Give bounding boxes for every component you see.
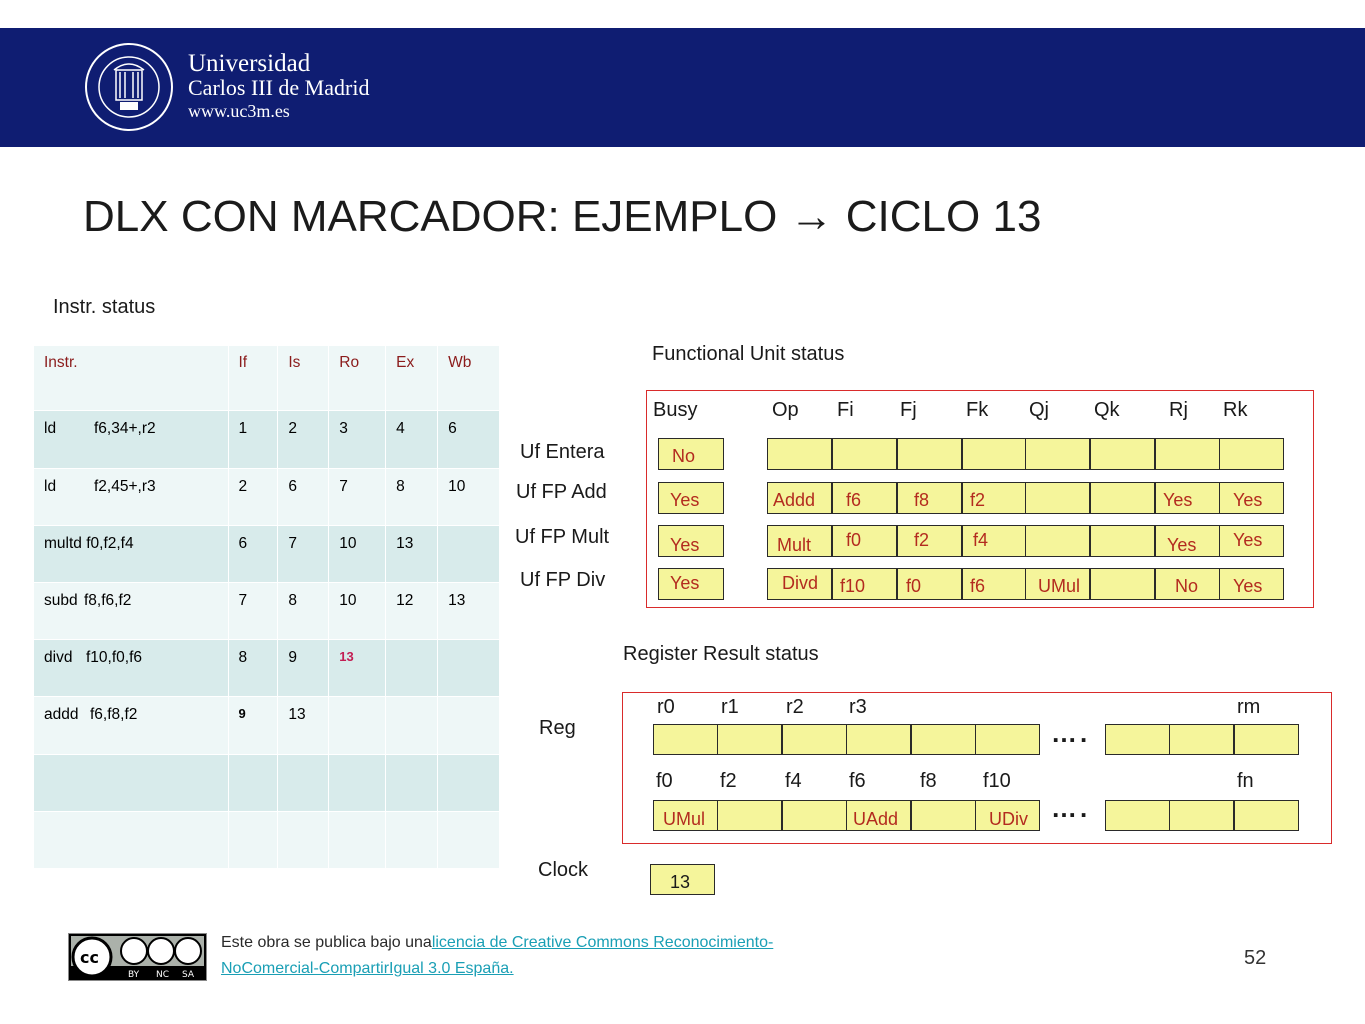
if-cell: 9: [228, 697, 278, 754]
fu-field-cell: [1025, 482, 1090, 514]
is-cell: 2: [278, 411, 329, 468]
instr-args: f6,f8,f2: [90, 706, 138, 724]
clock-value: 13: [670, 872, 691, 892]
col-header-qj: Qj: [1029, 399, 1049, 421]
instr-cell: [34, 411, 229, 468]
register-cell: [846, 724, 911, 755]
ro-cell: 10: [329, 525, 386, 582]
fu-field-cell: [832, 438, 897, 470]
if-cell: 8: [228, 640, 278, 697]
fu-rk-value: Yes: [1233, 576, 1263, 596]
register-cell: [717, 800, 782, 831]
fp-reg-value-f6: UAdd: [853, 809, 899, 829]
is-cell: 13: [278, 697, 329, 754]
if-cell: 7: [228, 582, 278, 639]
wb-cell: [438, 640, 500, 697]
register-cell: [717, 724, 782, 755]
fp-reg-value-f10: UDiv: [989, 809, 1028, 829]
fp-reg-header: f4: [785, 770, 802, 792]
fu-field-cell: [1155, 438, 1220, 470]
register-result-label: Register Result status: [623, 643, 819, 665]
table-row: [34, 468, 500, 525]
fu-field-cell: [897, 525, 962, 557]
fu-field-cell: [832, 525, 897, 557]
cc-nc-text: NC: [156, 970, 170, 980]
fp-reg-header: f8: [920, 770, 937, 792]
instr-cell: [34, 468, 229, 525]
ex-cell: 4: [386, 411, 438, 468]
fu-row-label: Uf FP Div: [520, 569, 606, 591]
col-header-busy: Busy: [653, 399, 698, 421]
instr-args: f10,f0,f6: [86, 649, 143, 667]
fu-fi-value: f6: [846, 490, 862, 510]
instr-cell: [34, 640, 229, 697]
ro-cell: 7: [329, 468, 386, 525]
ex-cell: [386, 640, 438, 697]
fp-reg-value-f0: UMul: [663, 809, 706, 829]
fu-field-cell: [1025, 438, 1090, 470]
fu-fk-value: f4: [973, 530, 989, 550]
header-cell: Ro: [329, 346, 386, 411]
fu-field-cell: [962, 438, 1027, 470]
col-header-qk: Qk: [1094, 399, 1120, 421]
register-cell: [975, 724, 1040, 755]
instr-op: subd: [44, 591, 78, 609]
ex-cell: 13: [386, 525, 438, 582]
instr-op: divd: [44, 649, 73, 667]
wb-cell: 13: [438, 582, 500, 639]
wb-cell: 6: [438, 411, 500, 468]
int-reg-header: r3: [849, 696, 867, 718]
instr-args: f6,34+,r2: [94, 420, 156, 438]
header-cell: If: [228, 346, 278, 411]
svg-text:cc: cc: [80, 948, 99, 967]
fu-busy-value: Yes: [670, 490, 700, 510]
fp-reg-header: f10: [983, 770, 1011, 792]
is-cell: 9: [278, 640, 329, 697]
fu-rk-value: Yes: [1233, 530, 1263, 550]
register-cell: [911, 800, 976, 831]
instr-args: f8,f6,f2: [84, 591, 132, 609]
fu-field-cell: [1090, 438, 1155, 470]
register-cell: [782, 800, 847, 831]
instruction-status-table: [33, 345, 500, 869]
license-text: Este obra se publica bajo una: [221, 934, 432, 951]
creative-commons-badge-icon: [68, 933, 207, 981]
table-row: [34, 411, 500, 468]
instr-op: multd: [44, 534, 82, 552]
col-header-rk: Rk: [1223, 399, 1248, 421]
register-cell: [1105, 724, 1170, 755]
fu-fi-value: f10: [840, 576, 866, 596]
int-reg-header: rm: [1237, 696, 1261, 718]
table-row: [34, 811, 500, 868]
wb-cell: [438, 525, 500, 582]
table-row: [34, 525, 500, 582]
wb-cell: [438, 697, 500, 754]
instr-args: f2,45+,r3: [94, 477, 156, 495]
if-cell: 2: [228, 468, 278, 525]
fu-op-value: Addd: [773, 490, 816, 510]
fu-op-value: Mult: [777, 535, 812, 555]
instr-args: f0,f2,f4: [86, 534, 134, 552]
fu-rj-value: Yes: [1167, 535, 1197, 555]
col-header-fk: Fk: [966, 399, 989, 421]
fu-rj-value: Yes: [1163, 490, 1193, 510]
fu-fj-value: f8: [914, 490, 930, 510]
int-reg-ellipsis: ….: [1051, 718, 1091, 748]
is-cell: 8: [278, 582, 329, 639]
header-cell: Wb: [438, 346, 500, 411]
page-number: 52: [1244, 947, 1267, 969]
fu-rk-value: Yes: [1233, 490, 1263, 510]
fu-busy-value: Yes: [670, 573, 700, 593]
instr-op: ld: [44, 420, 57, 438]
fu-busy-value: Yes: [670, 535, 700, 555]
col-header-fj: Fj: [900, 399, 917, 421]
table-row: [34, 754, 500, 811]
header-cell: Ex: [386, 346, 438, 411]
fu-field-cell: [897, 482, 962, 514]
fp-reg-header: f2: [720, 770, 737, 792]
ex-cell: 8: [386, 468, 438, 525]
if-cell: 6: [228, 525, 278, 582]
slide-title: DLX CON MARCADOR: EJEMPLO → CICLO 13: [83, 192, 1042, 241]
university-name-line1: Universidad: [188, 50, 311, 77]
university-name-line2: Carlos III de Madrid: [188, 75, 370, 100]
fu-status-label: Functional Unit status: [652, 343, 845, 365]
fu-field-cell: [1090, 482, 1155, 514]
fu-field-cell: [767, 438, 832, 470]
fu-fi-value: f0: [846, 530, 862, 550]
license-link-line2[interactable]: NoComercial-CompartirIgual 3.0 España.: [221, 960, 514, 977]
ro-cell: 13: [329, 640, 386, 697]
int-reg-header: r2: [786, 696, 804, 718]
license-link[interactable]: licencia de Creative Commons Reconocimiento-: [431, 934, 774, 951]
col-header-op: Op: [772, 399, 799, 421]
instr-status-label: Instr. status: [53, 296, 156, 318]
table-row: [34, 640, 500, 697]
register-cell: [1105, 800, 1170, 831]
fu-op-value: Divd: [782, 573, 819, 593]
register-cell: [782, 724, 847, 755]
fp-reg-header: f0: [656, 770, 673, 792]
instr-cell: [34, 582, 229, 639]
fp-reg-ellipsis: ….: [1051, 793, 1091, 823]
int-reg-header: r1: [721, 696, 739, 718]
register-cell: [1169, 800, 1234, 831]
fu-field-cell: [1090, 525, 1155, 557]
cc-by-text: BY: [128, 970, 140, 980]
fu-busy-value: No: [672, 446, 696, 466]
fu-field-cell: [1025, 525, 1090, 557]
instr-cell: [34, 697, 229, 754]
ex-cell: [386, 697, 438, 754]
wb-cell: 10: [438, 468, 500, 525]
register-cell: [1169, 724, 1234, 755]
license-notice: [221, 930, 773, 982]
is-cell: 7: [278, 525, 329, 582]
col-header-rj: Rj: [1169, 399, 1188, 421]
ro-cell: [329, 697, 386, 754]
fu-fk-value: f2: [970, 490, 986, 510]
col-header-fi: Fi: [837, 399, 854, 421]
instr-op: addd: [44, 706, 79, 724]
int-reg-header: r0: [657, 696, 675, 718]
fp-reg-header: fn: [1237, 770, 1254, 792]
instr-op: ld: [44, 477, 57, 495]
register-cell: [653, 724, 718, 755]
is-cell: 6: [278, 468, 329, 525]
register-cell: [1234, 800, 1299, 831]
table-header-row: [34, 346, 500, 411]
fu-rj-value: No: [1175, 576, 1199, 596]
register-cell: [911, 724, 976, 755]
fu-row-label: Uf FP Add: [516, 481, 607, 503]
fu-field-cell: [962, 525, 1027, 557]
header-cell: Instr.: [34, 346, 229, 411]
fu-field-cell: [832, 482, 897, 514]
university-website: www.uc3m.es: [188, 101, 290, 121]
fu-field-cell: [897, 438, 962, 470]
header-divider: [575, 145, 1365, 147]
university-seal-icon: [84, 42, 174, 132]
register-cell: [1234, 724, 1299, 755]
if-cell: 1: [228, 411, 278, 468]
instr-cell: [34, 525, 229, 582]
fu-fj-value: f0: [906, 576, 922, 596]
fu-row-label: Uf Entera: [520, 441, 605, 463]
header-cell: Is: [278, 346, 329, 411]
fu-fj-value: f2: [914, 530, 930, 550]
ex-cell: 12: [386, 582, 438, 639]
ro-cell: 3: [329, 411, 386, 468]
fu-row-label: Uf FP Mult: [515, 526, 610, 548]
ro-cell: 10: [329, 582, 386, 639]
table-row: [34, 697, 500, 754]
fu-qj-value: UMul: [1038, 576, 1081, 596]
fu-field-cell: [1219, 438, 1284, 470]
cc-sa-text: SA: [182, 970, 195, 980]
reg-label: Reg: [539, 717, 576, 739]
clock-label: Clock: [538, 859, 589, 881]
fu-fk-value: f6: [970, 576, 986, 596]
fp-reg-header: f6: [849, 770, 866, 792]
table-row: [34, 582, 500, 639]
fu-field-cell: [1090, 568, 1155, 600]
